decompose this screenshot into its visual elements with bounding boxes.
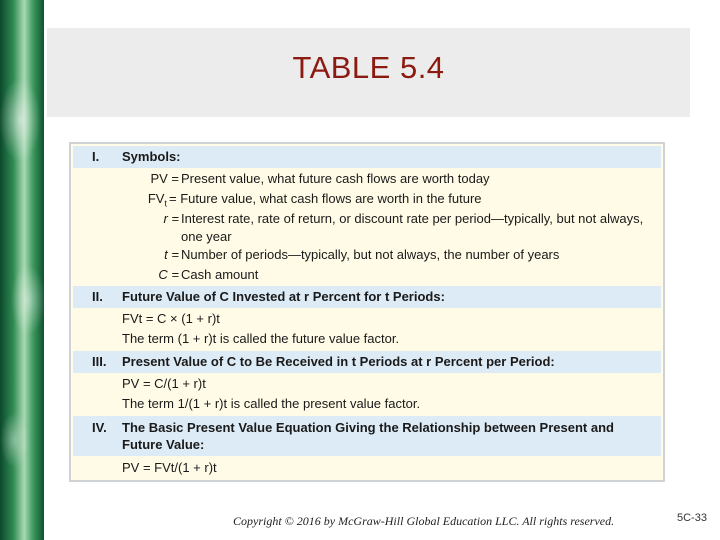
section-4-heading-line-2: Future Value: bbox=[122, 437, 205, 452]
symbol-r-label: r = bbox=[163, 211, 179, 226]
decorative-side-strip bbox=[0, 0, 44, 540]
future-value-formula bbox=[73, 310, 661, 328]
symbol-pv-label: PV = bbox=[150, 171, 179, 186]
symbol-fv-def: = Future value, what cash flows are worth in the future bbox=[169, 191, 482, 206]
section-4-header bbox=[73, 416, 661, 456]
future-value-formula-text: FVt = C × (1 + r)t bbox=[122, 311, 220, 326]
formula-table bbox=[69, 142, 665, 482]
section-4-number: IV. bbox=[92, 420, 107, 435]
section-3-number: III. bbox=[92, 354, 107, 369]
symbol-pv-def: Present value, what future cash flows are worth today bbox=[181, 171, 490, 186]
future-value-note-text: The term (1 + r)t is called the future value factor. bbox=[122, 331, 400, 346]
symbol-t bbox=[73, 246, 661, 264]
symbol-c bbox=[73, 266, 661, 284]
copyright-footer: Copyright © 2016 by McGraw-Hill Global Education LLC. All rights reserved. bbox=[233, 514, 615, 528]
section-2-number: II. bbox=[92, 289, 103, 304]
symbol-t-label: t = bbox=[164, 247, 179, 262]
symbol-r-def: Interest rate, rate of return, or discount rate per period—typically, but not always, bbox=[181, 211, 644, 226]
section-1-header bbox=[73, 146, 661, 168]
symbol-fv bbox=[73, 190, 661, 208]
present-value-formula-text: PV = C/(1 + r)t bbox=[122, 376, 206, 391]
section-1-number: I. bbox=[92, 149, 100, 164]
symbol-c-label: C = bbox=[158, 267, 179, 282]
present-value-formula bbox=[73, 375, 661, 393]
symbol-t-def: Number of periods—typically, but not always, the number of years bbox=[181, 247, 560, 262]
basic-pv-formula bbox=[73, 458, 661, 478]
section-3-heading: Present Value of C to Be Received in t Periods at r Percent per Period: bbox=[122, 354, 555, 369]
basic-pv-formula-text: PV = FVt/(1 + r)t bbox=[122, 460, 217, 475]
symbol-pv bbox=[73, 170, 661, 188]
section-1-heading: Symbols: bbox=[122, 149, 181, 164]
slide-title: TABLE 5.4 bbox=[292, 50, 445, 85]
symbol-r-continued bbox=[73, 228, 661, 246]
symbol-r bbox=[73, 210, 661, 228]
symbol-c-def: Cash amount bbox=[181, 267, 259, 282]
title-band bbox=[47, 28, 690, 117]
symbol-fv-label: $FV_t$ bbox=[147, 191, 167, 209]
present-value-note bbox=[73, 395, 661, 413]
section-4-heading-line-1: The Basic Present Value Equation Giving the Relationship between Present and bbox=[122, 420, 614, 435]
section-3-header bbox=[73, 351, 661, 373]
slide-number: 5C-33 bbox=[677, 512, 707, 524]
present-value-note-text: The term 1/(1 + r)t is called the present value factor. bbox=[122, 396, 421, 411]
section-2-header bbox=[73, 286, 661, 308]
section-2-heading: Future Value of C Invested at r Percent for t Periods: bbox=[122, 289, 445, 304]
symbol-r-def-continued: one year bbox=[181, 229, 232, 244]
future-value-note bbox=[73, 330, 661, 348]
